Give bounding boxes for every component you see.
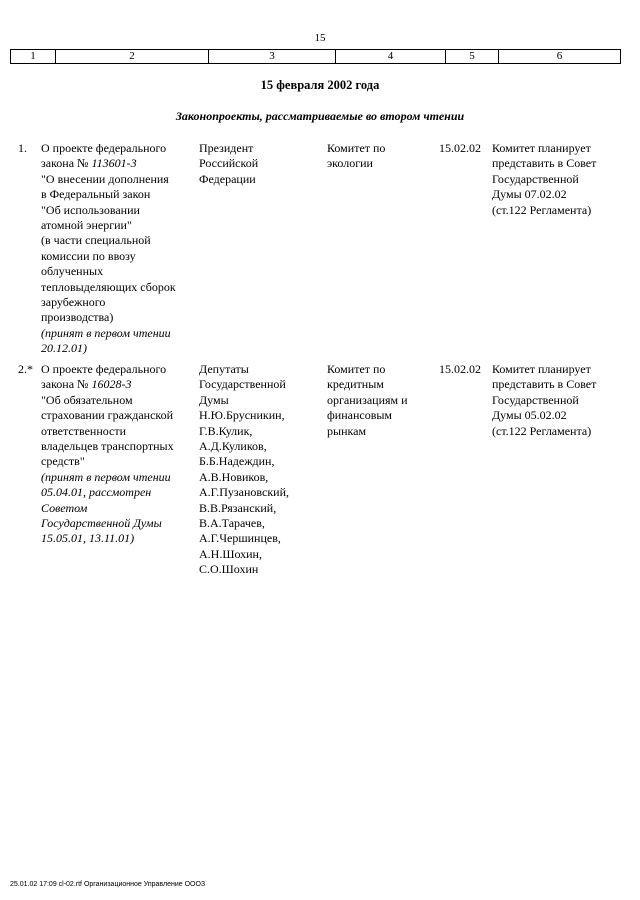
- text-line: А.Г.Чершинцев,: [199, 531, 281, 546]
- date-heading: 15 февраля 2002 года: [260, 78, 380, 92]
- text-line: ответственности: [41, 423, 127, 438]
- text-line: экологии: [327, 156, 373, 171]
- text-line: Государственной: [492, 171, 579, 186]
- text-line: Федерации: [199, 171, 256, 186]
- entry-author: [199, 362, 327, 578]
- text-line: представить в Совет: [492, 377, 597, 392]
- text-line: С.О.Шохин: [199, 562, 259, 577]
- text-line: представить в Совет: [492, 156, 597, 171]
- text-line: Советом: [41, 500, 88, 515]
- section-heading: Законопроекты, рассматриваемые во втором чтении: [175, 109, 465, 123]
- text-line: Б.Б.Надеждин,: [199, 454, 275, 469]
- entry-title: [41, 362, 199, 547]
- text-line: закона № 16028-3: [41, 377, 132, 392]
- text-line: Депутаты: [199, 362, 249, 376]
- entry-committee: [327, 141, 437, 172]
- entry-title: [41, 141, 199, 357]
- document-footer: 25.01.02 17:09 cl-02.rtf Организационное Управление ОООЗ: [10, 881, 206, 888]
- text-line: Российской: [199, 156, 259, 171]
- page-number: 15: [314, 32, 326, 44]
- text-line: (в части специальной: [41, 233, 151, 248]
- text-line: Государственной: [199, 377, 286, 392]
- text-line: атомной энергии": [41, 218, 132, 233]
- entry-date: 15.02.02: [439, 141, 481, 155]
- text-line: Думы: [199, 392, 229, 407]
- column-number-cell: 2: [56, 50, 209, 64]
- text-line: "Об использовании: [41, 202, 140, 217]
- text-line: Н.Ю.Брусникин,: [199, 408, 285, 423]
- text-line: 15.05.01, 13.11.01): [41, 531, 135, 546]
- column-number-cell: 1: [11, 50, 56, 64]
- column-number-cell: 5: [446, 50, 499, 64]
- text-line: Думы 05.02.02: [492, 408, 567, 423]
- entry-note: [492, 362, 622, 439]
- text-line: финансовым: [327, 408, 393, 423]
- text-line: "О внесении дополнения: [41, 171, 169, 186]
- text-line: 05.04.01, рассмотрен: [41, 485, 152, 500]
- text-line: О проекте федерального: [41, 141, 167, 155]
- text-line: Комитет планирует: [492, 141, 591, 155]
- text-line: А.В.Новиков,: [199, 469, 269, 484]
- text-line: А.Г.Пузановский,: [199, 485, 289, 500]
- text-line: комиссии по ввозу: [41, 248, 136, 263]
- entry-date: 15.02.02: [439, 362, 481, 376]
- text-line: производства): [41, 310, 114, 325]
- text-line: Комитет по: [327, 141, 386, 155]
- text-line: страховании гражданской: [41, 408, 174, 423]
- text-line: Комитет планирует: [492, 362, 591, 376]
- text-line: тепловыделяющих сборок: [41, 279, 176, 294]
- column-number-cell: 4: [336, 50, 446, 64]
- text-line: "Об обязательном: [41, 392, 133, 407]
- column-number-cell: 3: [209, 50, 336, 64]
- text-line: Государственной Думы: [41, 516, 162, 531]
- text-line: В.А.Тарачев,: [199, 516, 265, 531]
- entry-committee: [327, 362, 437, 439]
- text-line: В.В.Рязанский,: [199, 500, 277, 515]
- text-line: (ст.122 Регламента): [492, 423, 592, 438]
- text-line: организациям и: [327, 392, 408, 407]
- entry-note: [492, 141, 622, 218]
- text-line: Г.В.Кулик,: [199, 423, 253, 438]
- text-line: средств": [41, 454, 85, 469]
- text-line: рынкам: [327, 423, 367, 438]
- text-line: облученных: [41, 264, 104, 279]
- text-line: А.Д.Куликов,: [199, 439, 267, 454]
- column-number-cell: 6: [499, 50, 621, 64]
- text-line: кредитным: [327, 377, 384, 392]
- text-line: Комитет по: [327, 362, 386, 376]
- column-number-header: [10, 49, 621, 64]
- text-line: (принят в первом чтении: [41, 469, 171, 484]
- text-line: владельцев транспортных: [41, 439, 174, 454]
- text-line: 20.12.01): [41, 341, 87, 356]
- text-line: Думы 07.02.02: [492, 187, 567, 202]
- text-line: О проекте федерального: [41, 362, 167, 376]
- text-line: в Федеральный закон: [41, 187, 151, 202]
- text-line: зарубежного: [41, 295, 106, 310]
- text-line: закона № 113601-3: [41, 156, 137, 171]
- text-line: (ст.122 Регламента): [492, 202, 592, 217]
- entry-number: 2.*: [18, 362, 33, 376]
- text-line: (принят в первом чтении: [41, 325, 171, 340]
- text-line: А.Н.Шохин,: [199, 546, 262, 561]
- text-line: Государственной: [492, 392, 579, 407]
- text-line: Президент: [199, 141, 254, 155]
- entry-author: [199, 141, 327, 187]
- entry-number: 1.: [18, 141, 27, 155]
